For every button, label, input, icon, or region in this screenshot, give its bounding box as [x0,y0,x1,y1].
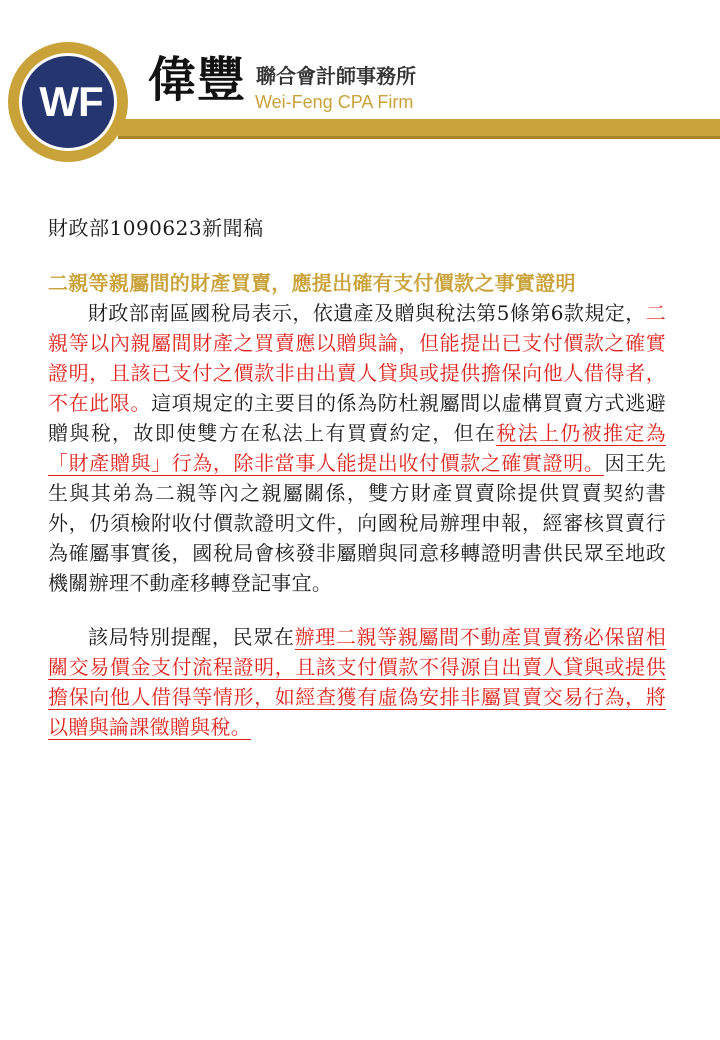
firm-name-en: Wei-Feng CPA Firm [255,92,414,112]
firm-name-cn: 聯合會計師事務所 [256,64,416,88]
article-headline: 二親等親屬間的財產買賣，應提出確有支付價款之事實證明 [48,271,576,295]
p2-sentence-1: 該局特別提醒，民眾在 [88,625,295,649]
letterhead [0,0,720,170]
p1-sentence-5: 因王先生與其弟為二親等內之親屬關係，雙方財產買賣除提供買賣契約書外，仍須檢附收付價款證明文件，向國稅局辦理申報，經審核買賣行為確屬事實後，國稅局會核發非屬贈與同意移轉證明書供民眾至地政機關辦理不動產移轉登記事宜。 [48,451,666,595]
logo-text: WF [39,78,103,125]
paragraph-2 [48,622,666,742]
article-body [48,212,666,742]
news-release-title: 財政部1090623新聞稿 [48,216,264,240]
firm-logo-icon [8,42,128,162]
p1-sentence-3: 這項規定的主要目的係為防杜親屬間以虛構買賣方式逃避贈與稅，故即使雙方在私法上有買賣約定，但在 [48,391,667,445]
gold-banner-shade [118,136,720,139]
p2-underlined-highlight: 辦理二親等親屬間不動產買賣務必保留相關交易價金支付流程證明，且該支付價款不得源自出賣人貸與或提供擔保向他人借得等情形，如經查獲有虛偽安排非屬買賣交易行為，將以贈與論課徵贈與稅。 [48,625,667,739]
p1-highlight-rule: 二親等以內親屬間財產之買賣應以贈與論，但能提出已支付價款之確實證明，且該已支付之價款非由出賣人貸與或提供擔保向他人借得者，不在此限。 [48,301,666,415]
p1-underlined-highlight: 稅法上仍被推定為「財產贈與」行為，除非當事人能提出收付價款之確實證明。 [48,421,666,475]
brand-name-cn: 偉豐 [148,52,247,108]
logo-badge [19,53,117,151]
p1-sentence-1: 財政部南區國稅局表示，依遺產及贈與稅法第5條第6款規定， [88,301,646,325]
paragraph-1 [48,298,666,598]
